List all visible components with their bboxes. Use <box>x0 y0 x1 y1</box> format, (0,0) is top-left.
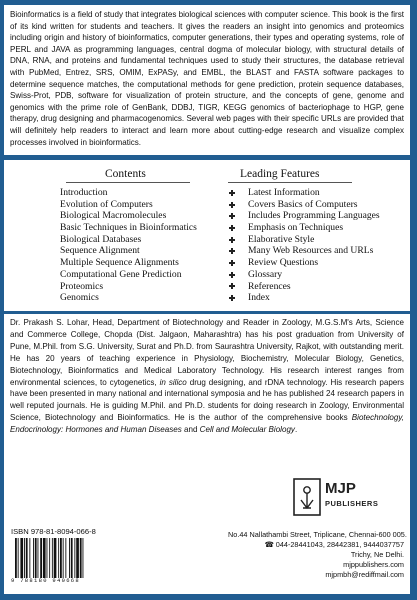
isbn-label: ISBN 978-81-8094-066-8 <box>11 527 96 536</box>
feature-item <box>229 269 380 281</box>
cross-bullet-icon <box>229 283 235 289</box>
address-line: Trichy, Ne Delhi. <box>350 550 404 559</box>
features-list <box>229 187 380 304</box>
feature-item <box>229 292 380 304</box>
features-divider <box>228 182 352 183</box>
contents-list <box>60 187 197 304</box>
feature-item <box>229 234 380 246</box>
contents-heading: Contents <box>105 168 146 180</box>
feature-label: References <box>248 280 291 292</box>
book-title: Cell and Molecular Biology <box>199 425 295 435</box>
cross-bullet-icon <box>229 202 235 208</box>
feature-label: Emphasis on Techniques <box>248 222 344 234</box>
website-line: mjppublishers.com <box>343 560 404 569</box>
cross-bullet-icon <box>229 272 235 278</box>
contents-item: Basic Techniques in Bioinformatics <box>60 222 197 234</box>
feature-label: Glossary <box>248 268 283 280</box>
feature-item <box>229 245 380 257</box>
feature-item <box>229 257 380 269</box>
contents-item: Evolution of Computers <box>60 198 153 210</box>
feature-label: Elaborative Style <box>248 233 315 245</box>
contents-item: Biological Macromolecules <box>60 210 167 222</box>
author-panel <box>4 314 410 594</box>
publisher-logo-icon <box>293 478 321 516</box>
cross-bullet-icon <box>229 260 235 266</box>
feature-item <box>229 199 380 211</box>
cross-bullet-icon <box>229 248 235 254</box>
book-description: Bioinformatics is a field of study that integrates biological sciences with computer science. This book is the first of its kind written for students and teachers. It gives the readers an insight into genomics and proteomics including origin and history of bioinformatics, computer generations, their types and operating systems, role of PERL and JAVA as programming languages, central dogma of molecular biology, with structural details of DNA, RNA, and proteins and fundamental techniques used to study their structures, the database retrieval with PubMed, Entrez, SRS, OMIM, ExPASy, and EMBL, the BLAST and FASTA software packages to determine sequence matches, the computational methods for gene prediction, protein sequence databases, Swiss-Prot, PDB, software for visualization of protein structure, and the concepts of gene, genome and genomics with the prime role of GenBank, DDBJ, TIGR, KEGG genomics of bacteriophage to HGP, gene therapy, drug designing and pharmacogenomics. Several web pages with their specific URLs are provided that will definitely help readers to interact and learn more about cutting-edge research and visualize complex processes involved in bioinformatics. <box>4 5 410 155</box>
contents-item: Sequence Alignment <box>60 245 140 257</box>
isbn-block <box>11 527 112 584</box>
contents-item: Computational Gene Prediction <box>60 268 182 280</box>
feature-label: Review Questions <box>248 257 319 269</box>
book-title: Biotechnology, Endocrinology: Hormones and Human Diseases <box>10 413 404 435</box>
email-line: mjpmbh@rediffmail.com <box>325 570 404 579</box>
publisher-name: MJP <box>325 480 356 497</box>
features-heading: Leading Features <box>240 168 320 180</box>
barcode-icon <box>11 537 112 579</box>
feature-label: Index <box>248 292 270 304</box>
feature-item <box>229 222 380 234</box>
cross-bullet-icon <box>229 237 235 243</box>
contents-features-panel <box>4 160 410 311</box>
feature-item <box>229 187 380 199</box>
feature-item <box>229 281 380 293</box>
cross-bullet-icon <box>229 295 235 301</box>
feature-label: Covers Basics of Computers <box>248 198 358 210</box>
feature-label: Latest Information <box>248 187 320 198</box>
feature-item <box>229 210 380 222</box>
barcode-digits: 9 788180 940668 <box>11 577 81 584</box>
feature-label: Many Web Resources and URLs <box>248 245 374 257</box>
publisher-address <box>228 530 407 580</box>
in-silico-term: in silico <box>159 377 187 387</box>
author-bio: Dr. Prakash S. Lohar, Head, Department of Biotechnology and Reader in Zoology, M.G.S.M's Arts, Science and Commerce College, Chopda (Dist. Jalgaon, Maharashtra) has his post graduation from University of Pune, M.Phil. from S.G. University, Surat and Ph.D. from Saurashtra University, Rajkot, with outstanding merit. He has 20 years of teaching experience in Physiology, Biochemistry, Molecular Biology, Genetics, Biotechnology, Bioinformatics and Medical Laboratory Technology. His research interest ranges from environmental sciences, to cytogenetics, in silico drug designing, and rDNA technology. His research papers have been presented in many national and international symposia and he has published 24 research papers in well reputed journals. He is guiding M.Phil. and Ph.D. students for doing research in Zoology, Environmental Science, Biotechnology and Bioinformatics. He is the author of the comprehensive books Biotechnology, Endocrinology: Hormones and Human Diseases and Cell and Molecular Biology. <box>10 318 404 435</box>
contents-item: Multiple Sequence Alignments <box>60 257 179 269</box>
contents-item: Introduction <box>60 187 108 198</box>
contents-item: Biological Databases <box>60 233 142 245</box>
phone-line: ☎ 044-28441043, 28442381, 9444037757 <box>264 540 404 549</box>
feature-label: Includes Programming Languages <box>248 210 380 222</box>
contents-item: Proteomics <box>60 280 104 292</box>
cross-bullet-icon <box>229 213 235 219</box>
address-line: No.44 Nallathambi Street, Triplicane, Chennai-600 005. <box>228 530 407 539</box>
cross-bullet-icon <box>229 225 235 231</box>
contents-divider <box>66 182 190 183</box>
publisher-subtitle: PUBLISHERS <box>325 499 379 508</box>
cross-bullet-icon <box>229 190 235 196</box>
contents-item: Genomics <box>60 292 99 304</box>
